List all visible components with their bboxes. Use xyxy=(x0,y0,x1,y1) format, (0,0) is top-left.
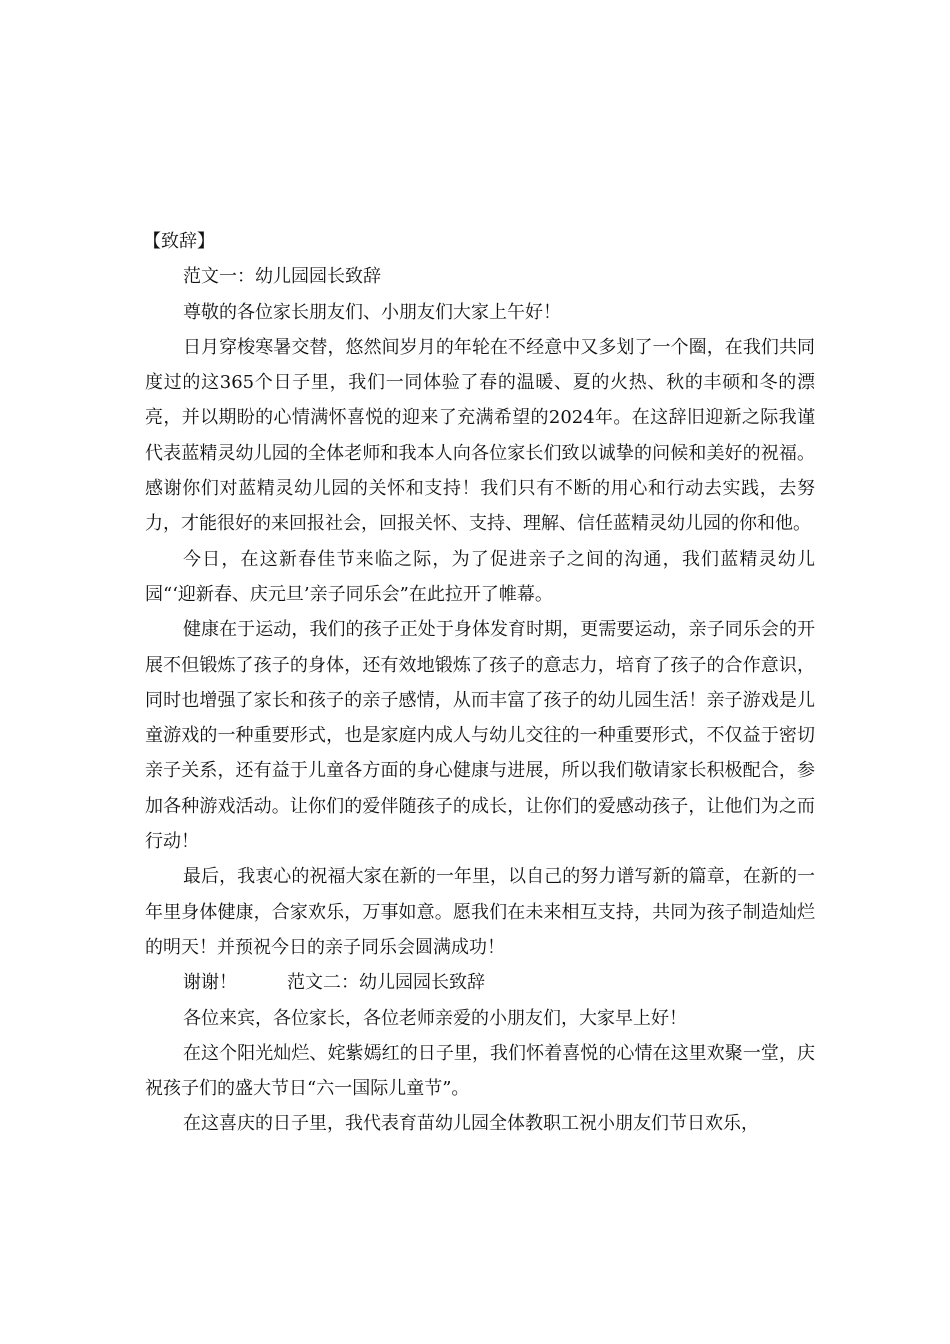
paragraph-thanks-line xyxy=(145,965,815,1000)
paragraph-title-2: 范文二：幼儿园园长致辞 xyxy=(287,972,485,994)
paragraph-body-2: 今日，在这新春佳节来临之际，为了促进亲子之间的沟通，我们蓝精灵幼儿园“‘迎新春、庆元旦’亲子同乐会”在此拉开了帷幕。 xyxy=(145,548,815,605)
paragraph-body-6: 在这喜庆的日子里，我代表育苗幼儿园全体教职工祝小朋友们节日欢乐， xyxy=(183,1113,759,1135)
paragraph-body-3: 健康在于运动，我们的孩子正处于身体发育时期，更需要运动，亲子同乐会的开展不但锻炼了孩子的身体，还有效地锻炼了孩子的意志力，培育了孩子的合作意识，同时也增强了家长和孩子的亲子感情，从而丰富了孩子的幼儿园生活！亲子游戏是儿童游戏的一种重要形式，也是家庭内成人与幼儿交往的一种重要形式，不仅益于密切亲子关系，还有益于儿童各方面的身心健康与进展，所以我们敬请家长积极配合，参加各种游戏活动。让你们的爱伴随孩子的成长，让你们的爱感动孩子，让他们为之而行动！ xyxy=(145,619,815,853)
paragraph-body-4: 最后，我衷心的祝福大家在新的一年里，以自己的努力谱写新的篇章，在新的一年里身体健康，合家欢乐，万事如意。愿我们在未来相互支持，共同为孩子制造灿烂的明天！并预祝今日的亲子同乐会圆满成功！ xyxy=(145,866,815,958)
document-body xyxy=(145,224,815,1142)
paragraph-greeting-1: 尊敬的各位家长朋友们、小朋友们大家上午好！ xyxy=(183,301,561,323)
paragraph-title-1: 范文一：幼儿园园长致辞 xyxy=(183,266,381,288)
section-heading: 【致辞】 xyxy=(143,231,215,252)
paragraph-greeting-2: 各位来宾，各位家长，各位老师亲爱的小朋友们，大家早上好！ xyxy=(183,1007,687,1029)
paragraph-body-1: 日月穿梭寒暑交替，悠然间岁月的年轮在不经意中又多划了一个圈，在我们共同度过的这365个日子里，我们一同体验了春的温暖、夏的火热、秋的丰硕和冬的漂亮，并以期盼的心情满怀喜悦的迎来了充满希望的2024年。在这辞旧迎新之际我谨代表蓝精灵幼儿园的全体老师和我本人向各位家长们致以诚挚的问候和美好的祝福。感谢你们对蓝精灵幼儿园的关怀和支持！我们只有不断的用心和行动去实践，去努力，才能很好的来回报社会，回报关怀、支持、理解、信任蓝精灵幼儿园的你和他。 xyxy=(145,336,815,535)
paragraph-body-5: 在这个阳光灿烂、姹紫嫣红的日子里，我们怀着喜悦的心情在这里欢聚一堂，庆祝孩子们的盛大节日“六一国际儿童节”。 xyxy=(145,1042,815,1100)
thanks-text: 谢谢！ xyxy=(183,972,237,994)
